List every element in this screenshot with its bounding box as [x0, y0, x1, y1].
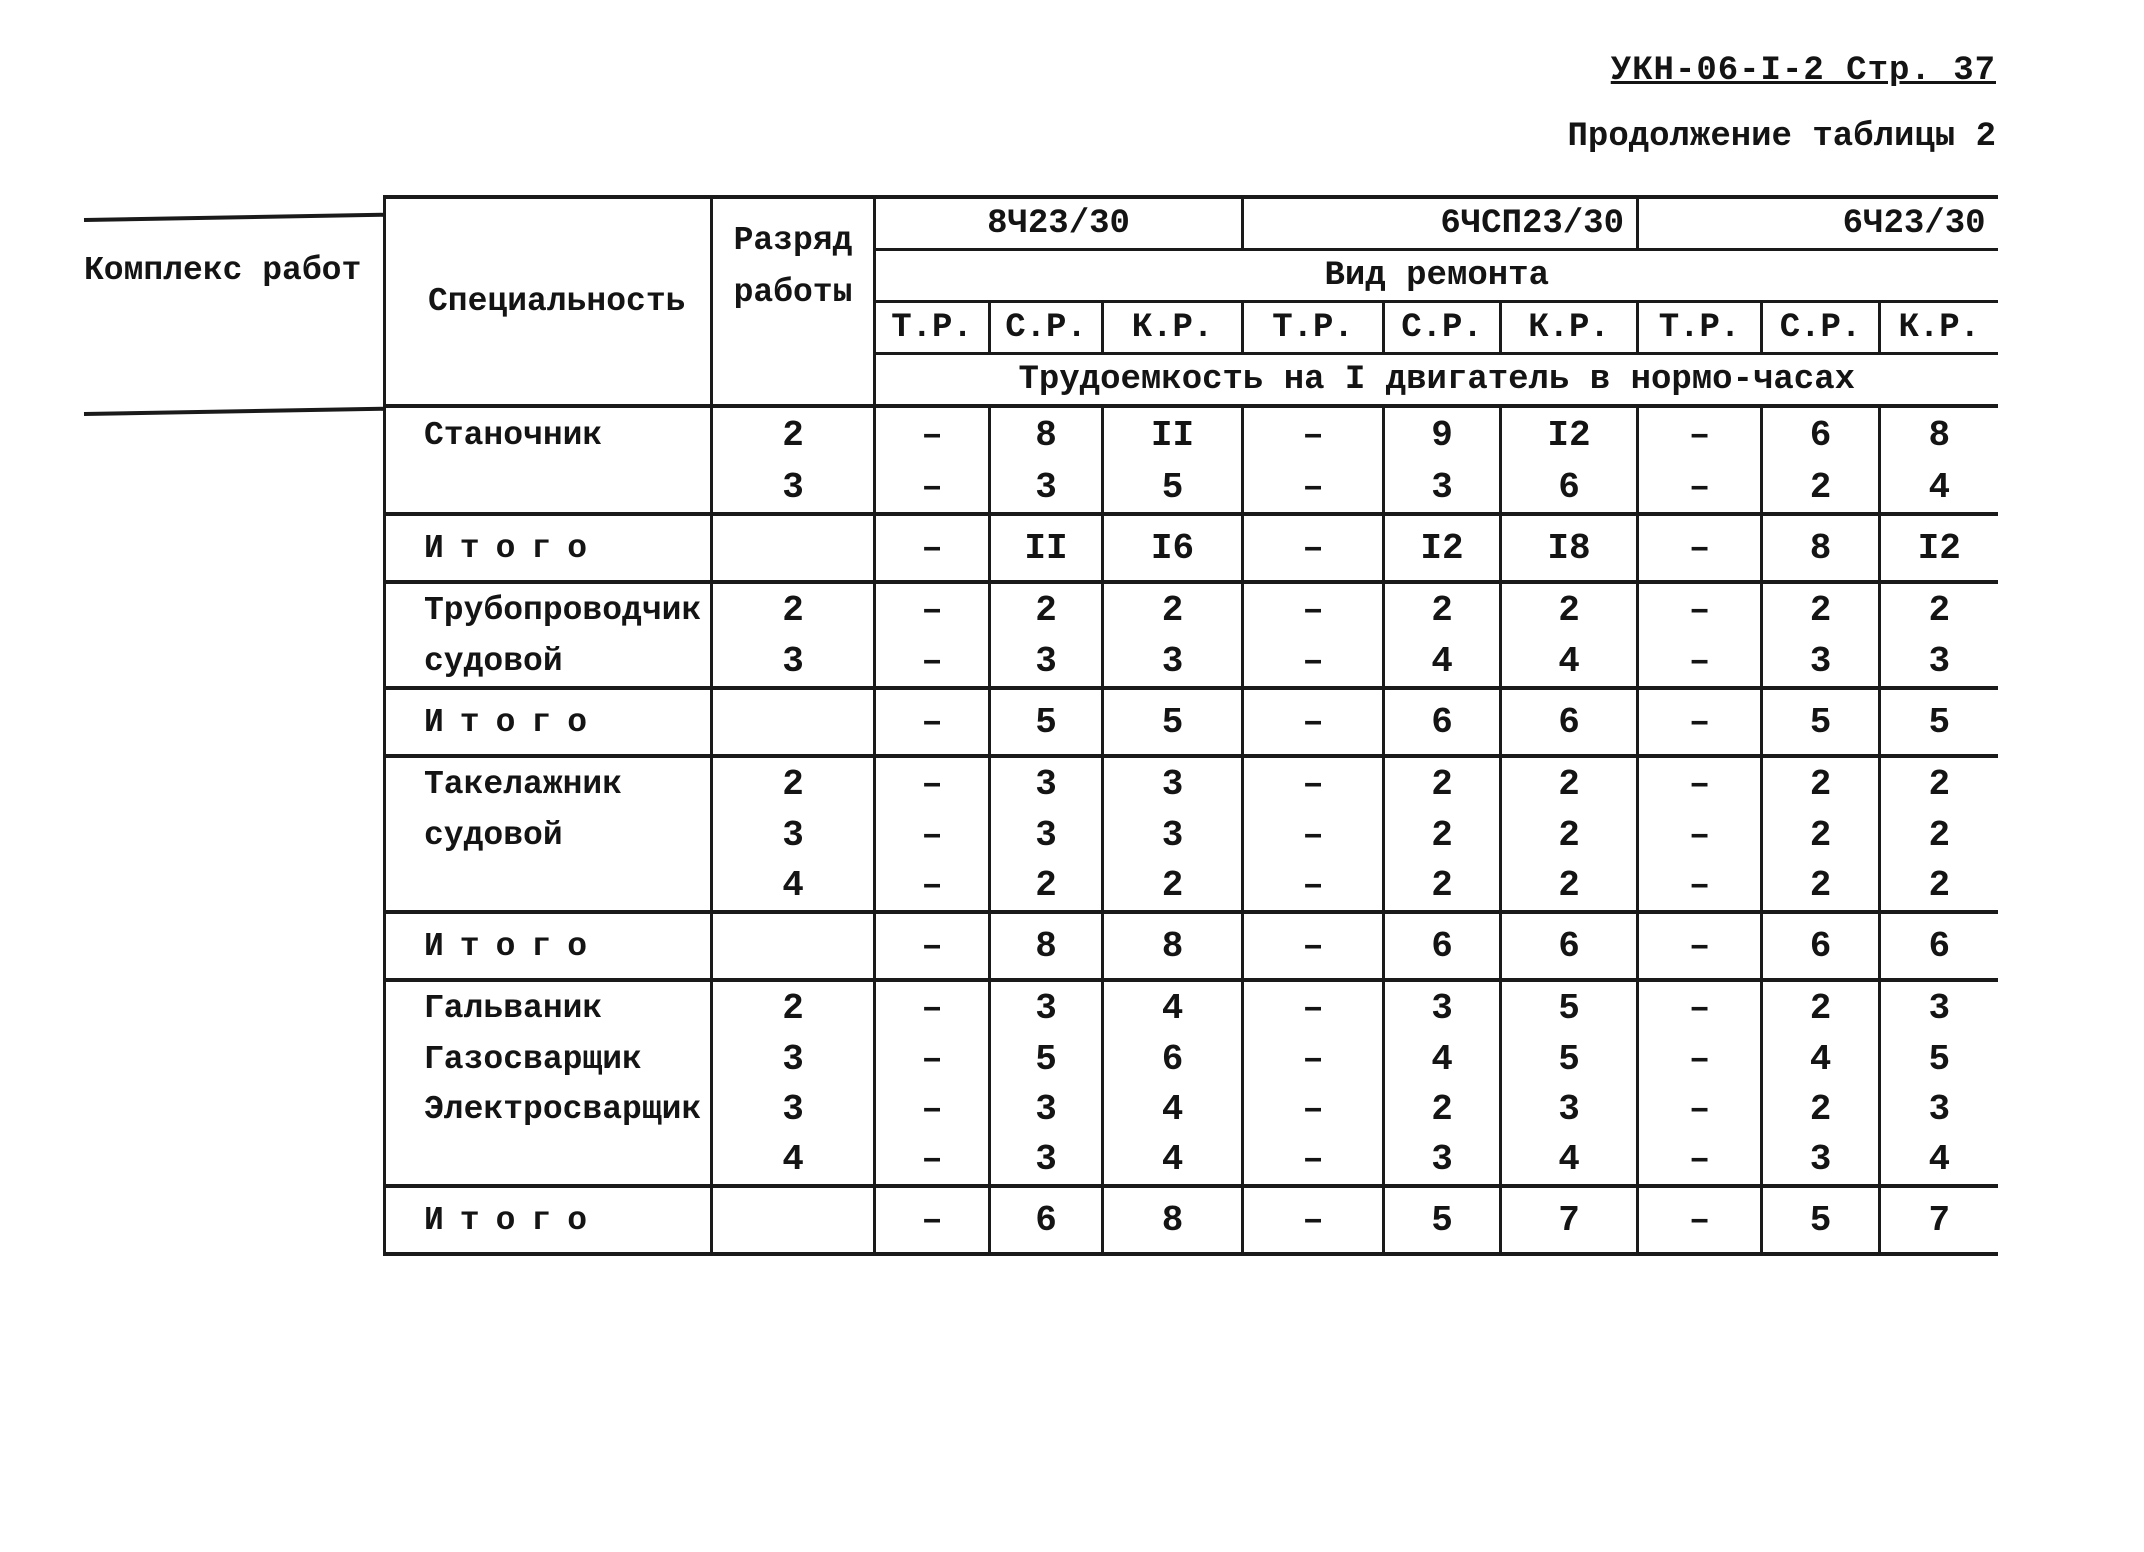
- specialty-cell: судовой: [385, 636, 712, 688]
- total-label: Итого: [385, 514, 712, 582]
- value-cell: 3: [990, 756, 1103, 810]
- value-cell: 9: [1384, 406, 1501, 462]
- labor-table: [383, 195, 1998, 1256]
- group-welders: [385, 980, 1998, 1254]
- document-code: УКН-06-I-2 Стр. 37: [1610, 52, 1996, 90]
- value-cell: 3: [1103, 636, 1243, 688]
- value-cell: 2: [1501, 756, 1638, 810]
- total-label: Итого: [385, 912, 712, 980]
- value-cell: 2: [1762, 810, 1880, 860]
- value-cell: 3: [1880, 1084, 1998, 1134]
- total-value: I2: [1880, 514, 1998, 582]
- rank-cell: 4: [712, 1134, 875, 1186]
- value-cell: 2: [1762, 462, 1880, 514]
- specialty-cell: Станочник: [385, 406, 712, 462]
- total-value: I8: [1501, 514, 1638, 582]
- value-cell: –: [875, 462, 990, 514]
- value-cell: 3: [1384, 1134, 1501, 1186]
- value-cell: 3: [1762, 1134, 1880, 1186]
- total-value: 6: [1880, 912, 1998, 980]
- left-header-top-rule: [84, 213, 384, 222]
- total-value: 6: [1501, 688, 1638, 756]
- value-cell: 4: [1501, 636, 1638, 688]
- value-cell: 3: [1384, 462, 1501, 514]
- value-cell: 2: [1384, 810, 1501, 860]
- value-cell: 5: [1501, 1034, 1638, 1084]
- value-cell: 3: [1384, 980, 1501, 1034]
- value-cell: 3: [990, 810, 1103, 860]
- value-cell: 4: [1384, 1034, 1501, 1084]
- value-cell: 2: [1762, 860, 1880, 912]
- value-cell: –: [875, 860, 990, 912]
- group-pipe-fitter: [385, 582, 1998, 756]
- total-label: Итого: [385, 1186, 712, 1254]
- rank-cell: 4: [712, 860, 875, 912]
- header-repair-code: К.Р.: [1501, 302, 1638, 354]
- header-repair-code: Т.Р.: [1638, 302, 1762, 354]
- value-cell: 4: [1880, 462, 1998, 514]
- value-cell: –: [1638, 636, 1762, 688]
- specialty-cell: Газосварщик: [385, 1034, 712, 1084]
- value-cell: 2: [1880, 582, 1998, 636]
- total-value: I6: [1103, 514, 1243, 582]
- total-value: –: [1243, 514, 1384, 582]
- total-value: –: [1638, 514, 1762, 582]
- total-value: –: [875, 912, 990, 980]
- value-cell: –: [1243, 462, 1384, 514]
- header-repair-code: С.Р.: [990, 302, 1103, 354]
- value-cell: –: [1243, 1084, 1384, 1134]
- header-repair-code: К.Р.: [1880, 302, 1998, 354]
- value-cell: –: [875, 406, 990, 462]
- total-value: –: [1638, 688, 1762, 756]
- total-value: 7: [1501, 1186, 1638, 1254]
- value-cell: 3: [990, 980, 1103, 1034]
- table-continuation-caption: Продолжение таблицы 2: [1567, 118, 1996, 156]
- value-cell: 3: [1880, 636, 1998, 688]
- value-cell: 5: [1103, 462, 1243, 514]
- value-cell: –: [1638, 1134, 1762, 1186]
- total-label: Итого: [385, 688, 712, 756]
- value-cell: 3: [990, 462, 1103, 514]
- value-cell: 2: [1762, 756, 1880, 810]
- total-value: 8: [1103, 912, 1243, 980]
- value-cell: 2: [990, 582, 1103, 636]
- total-value: –: [875, 688, 990, 756]
- value-cell: 3: [1103, 756, 1243, 810]
- table-header: [385, 197, 1998, 406]
- header-repair-code: С.Р.: [1384, 302, 1501, 354]
- total-value: 5: [990, 688, 1103, 756]
- value-cell: 3: [990, 636, 1103, 688]
- value-cell: II: [1103, 406, 1243, 462]
- value-cell: 4: [1384, 636, 1501, 688]
- total-value: 6: [1384, 912, 1501, 980]
- header-repair-type: Вид ремонта: [875, 250, 1998, 302]
- rank-cell: [712, 688, 875, 756]
- rank-cell: 2: [712, 582, 875, 636]
- rank-cell: 2: [712, 756, 875, 810]
- specialty-cell: Трубопроводчик: [385, 582, 712, 636]
- header-specialty: Специальность: [385, 197, 712, 406]
- value-cell: 2: [1880, 810, 1998, 860]
- header-engine-2: 6ЧСП23/30: [1243, 197, 1638, 250]
- value-cell: 4: [1501, 1134, 1638, 1186]
- value-cell: 3: [990, 1084, 1103, 1134]
- header-repair-code: К.Р.: [1103, 302, 1243, 354]
- value-cell: –: [1243, 756, 1384, 810]
- value-cell: 2: [1880, 756, 1998, 810]
- group-rigger: [385, 756, 1998, 980]
- specialty-cell: Гальваник: [385, 980, 712, 1034]
- value-cell: 4: [1103, 1084, 1243, 1134]
- value-cell: 3: [1880, 980, 1998, 1034]
- specialty-cell: [385, 1134, 712, 1186]
- header-rank-line2: работы: [733, 273, 853, 311]
- value-cell: 2: [1384, 1084, 1501, 1134]
- specialty-cell: судовой: [385, 810, 712, 860]
- value-cell: –: [1243, 860, 1384, 912]
- value-cell: 4: [1762, 1034, 1880, 1084]
- total-value: II: [990, 514, 1103, 582]
- rank-cell: 2: [712, 980, 875, 1034]
- total-value: 6: [1501, 912, 1638, 980]
- value-cell: 2: [1103, 860, 1243, 912]
- value-cell: –: [1638, 582, 1762, 636]
- rank-cell: 2: [712, 406, 875, 462]
- value-cell: –: [1638, 462, 1762, 514]
- total-value: 5: [1103, 688, 1243, 756]
- value-cell: 2: [1103, 582, 1243, 636]
- total-value: 8: [1103, 1186, 1243, 1254]
- total-value: 5: [1384, 1186, 1501, 1254]
- value-cell: –: [875, 636, 990, 688]
- total-value: –: [1638, 1186, 1762, 1254]
- group-lathe-operator: [385, 406, 1998, 582]
- value-cell: 2: [1384, 860, 1501, 912]
- header-rank-line1: Разряд: [733, 221, 853, 259]
- header-repair-code: Т.Р.: [1243, 302, 1384, 354]
- value-cell: 2: [1384, 756, 1501, 810]
- value-cell: 2: [1501, 860, 1638, 912]
- value-cell: 3: [1762, 636, 1880, 688]
- value-cell: –: [875, 1134, 990, 1186]
- value-cell: 6: [1103, 1034, 1243, 1084]
- value-cell: –: [875, 1084, 990, 1134]
- rank-cell: [712, 912, 875, 980]
- left-header-bottom-rule: [84, 407, 384, 416]
- total-value: –: [875, 514, 990, 582]
- value-cell: 6: [1762, 406, 1880, 462]
- value-cell: –: [1243, 406, 1384, 462]
- specialty-cell: [385, 860, 712, 912]
- value-cell: 2: [1501, 810, 1638, 860]
- value-cell: 2: [1762, 582, 1880, 636]
- header-complex-of-works: Комплекс работ: [84, 252, 362, 289]
- value-cell: 2: [990, 860, 1103, 912]
- value-cell: 5: [1880, 1034, 1998, 1084]
- header-engine-3: 6Ч23/30: [1638, 197, 1998, 250]
- value-cell: 6: [1501, 462, 1638, 514]
- value-cell: 3: [990, 1134, 1103, 1186]
- value-cell: 8: [990, 406, 1103, 462]
- value-cell: 2: [1762, 980, 1880, 1034]
- total-value: –: [875, 1186, 990, 1254]
- header-repair-code: Т.Р.: [875, 302, 990, 354]
- header-rank: [712, 197, 875, 406]
- specialty-cell: [385, 462, 712, 514]
- value-cell: –: [1638, 1084, 1762, 1134]
- value-cell: –: [1243, 1034, 1384, 1084]
- value-cell: 2: [1762, 1084, 1880, 1134]
- header-labor-units: Трудоемкость на I двигатель в нормо-часах: [875, 354, 1998, 407]
- value-cell: –: [1638, 406, 1762, 462]
- value-cell: –: [1638, 756, 1762, 810]
- value-cell: –: [875, 582, 990, 636]
- value-cell: –: [875, 810, 990, 860]
- total-value: 5: [1880, 688, 1998, 756]
- value-cell: 5: [1501, 980, 1638, 1034]
- value-cell: 4: [1103, 1134, 1243, 1186]
- total-value: 6: [1384, 688, 1501, 756]
- total-value: 5: [1762, 1186, 1880, 1254]
- value-cell: –: [875, 756, 990, 810]
- total-value: 8: [990, 912, 1103, 980]
- rank-cell: [712, 1186, 875, 1254]
- rank-cell: 3: [712, 1034, 875, 1084]
- value-cell: –: [1243, 582, 1384, 636]
- specialty-cell: Такелажник: [385, 756, 712, 810]
- rank-cell: 3: [712, 810, 875, 860]
- value-cell: 2: [1501, 582, 1638, 636]
- value-cell: –: [1243, 810, 1384, 860]
- total-value: 7: [1880, 1186, 1998, 1254]
- total-value: 5: [1762, 688, 1880, 756]
- header-repair-code: С.Р.: [1762, 302, 1880, 354]
- value-cell: 3: [1103, 810, 1243, 860]
- header-engine-1: 8Ч23/30: [875, 197, 1243, 250]
- value-cell: 8: [1880, 406, 1998, 462]
- total-value: 6: [990, 1186, 1103, 1254]
- value-cell: –: [1638, 810, 1762, 860]
- value-cell: 2: [1880, 860, 1998, 912]
- total-value: –: [1243, 688, 1384, 756]
- value-cell: –: [1638, 1034, 1762, 1084]
- rank-cell: 3: [712, 462, 875, 514]
- total-value: –: [1243, 1186, 1384, 1254]
- rank-cell: 3: [712, 1084, 875, 1134]
- total-value: 8: [1762, 514, 1880, 582]
- value-cell: 4: [1103, 980, 1243, 1034]
- value-cell: 4: [1880, 1134, 1998, 1186]
- value-cell: –: [1638, 860, 1762, 912]
- total-value: –: [1243, 912, 1384, 980]
- value-cell: –: [1243, 980, 1384, 1034]
- value-cell: –: [1243, 1134, 1384, 1186]
- total-value: I2: [1384, 514, 1501, 582]
- value-cell: I2: [1501, 406, 1638, 462]
- rank-cell: [712, 514, 875, 582]
- rank-cell: 3: [712, 636, 875, 688]
- total-value: 6: [1762, 912, 1880, 980]
- total-value: –: [1638, 912, 1762, 980]
- value-cell: 3: [1501, 1084, 1638, 1134]
- value-cell: –: [1638, 980, 1762, 1034]
- value-cell: 5: [990, 1034, 1103, 1084]
- value-cell: –: [875, 980, 990, 1034]
- value-cell: –: [1243, 636, 1384, 688]
- specialty-cell: Электросварщик: [385, 1084, 712, 1134]
- value-cell: –: [875, 1034, 990, 1084]
- value-cell: 2: [1384, 582, 1501, 636]
